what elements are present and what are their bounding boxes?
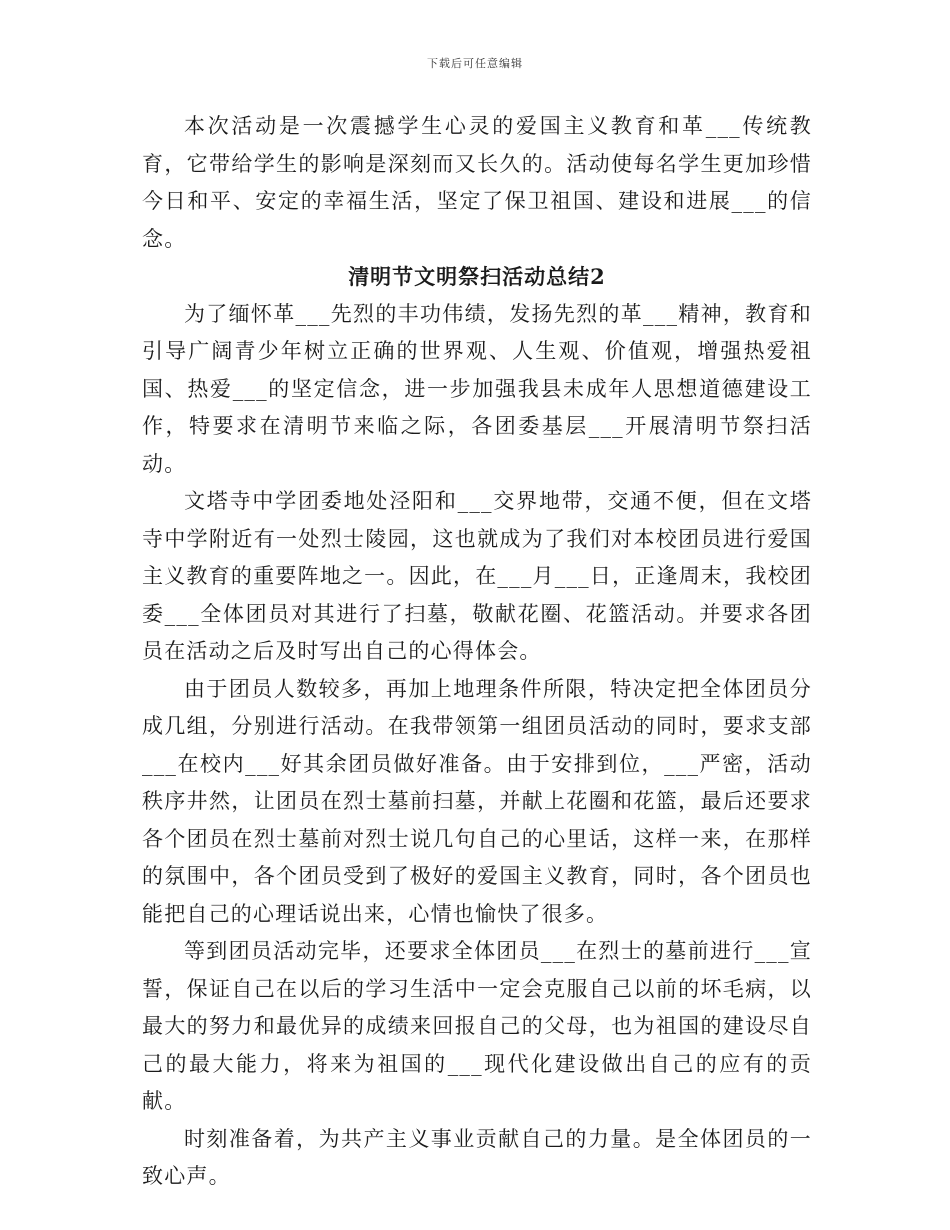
paragraph-1: 为了缅怀革___先烈的丰功伟绩，发扬先烈的革___精神，教育和引导广阔青少年树立正确的世界观、人生观、价值观，增强热爱祖国、热爱___的坚定信念，进一步加强我县未成年人思想道德建设工作，特要求在清明节来临之际，各团委基层___开展清明节祭扫活动。 xyxy=(142,301,812,476)
page-header-note: 下载后可任意编辑 xyxy=(427,57,523,70)
section-title: 清明节文明祭扫活动总结2 xyxy=(348,264,606,289)
paragraph-intro: 本次活动是一次震撼学生心灵的爱国主义教育和革___传统教育，它带给学生的影响是深刻而又长久的。活动使每名学生更加珍惜今日和平、安定的幸福生活，坚定了保卫祖国、建设和进展___的信念。 xyxy=(142,114,812,251)
document-body xyxy=(142,108,812,1196)
paragraph-4: 等到团员活动完毕，还要求全体团员___在烈士的墓前进行___宣誓，保证自己在以后的学习生活中一定会克服自己以前的坏毛病，以最大的努力和最优异的成绩来回报自己的父母，也为祖国的建设尽自己的最大能力，将来为祖国的___现代化建设做出自己的应有的贡献。 xyxy=(142,939,812,1113)
paragraph-3: 由于团员人数较多，再加上地理条件所限，特决定把全体团员分成几组，分别进行活动。在我带领第一组团员活动的同时，要求支部___在校内___好其余团员做好准备。由于安排到位，___严密，活动秩序井然，让团员在烈士墓前扫墓，并献上花圈和花篮，最后还要求各个团员在烈士墓前对烈士说几句自己的心里话，这样一来，在那样的氛围中，各个团员受到了极好的爱国主义教育，同时，各个团员也能把自己的心理话说出来，心情也愉快了很多。 xyxy=(142,676,812,926)
paragraph-2: 文塔寺中学团委地处泾阳和___交界地带，交通不便，但在文塔寺中学附近有一处烈士陵园，这也就成为了我们对本校团员进行爱国主义教育的重要阵地之一。因此，在___月___日，正逢周末，我校团委___全体团员对其进行了扫墓，敬献花圈、花篮活动。并要求各团员在活动之后及时写出自己的心得体会。 xyxy=(142,489,812,663)
paragraph-5: 时刻准备着，为共产主义事业贡献自己的力量。是全体团员的一致心声。 xyxy=(142,1126,812,1188)
